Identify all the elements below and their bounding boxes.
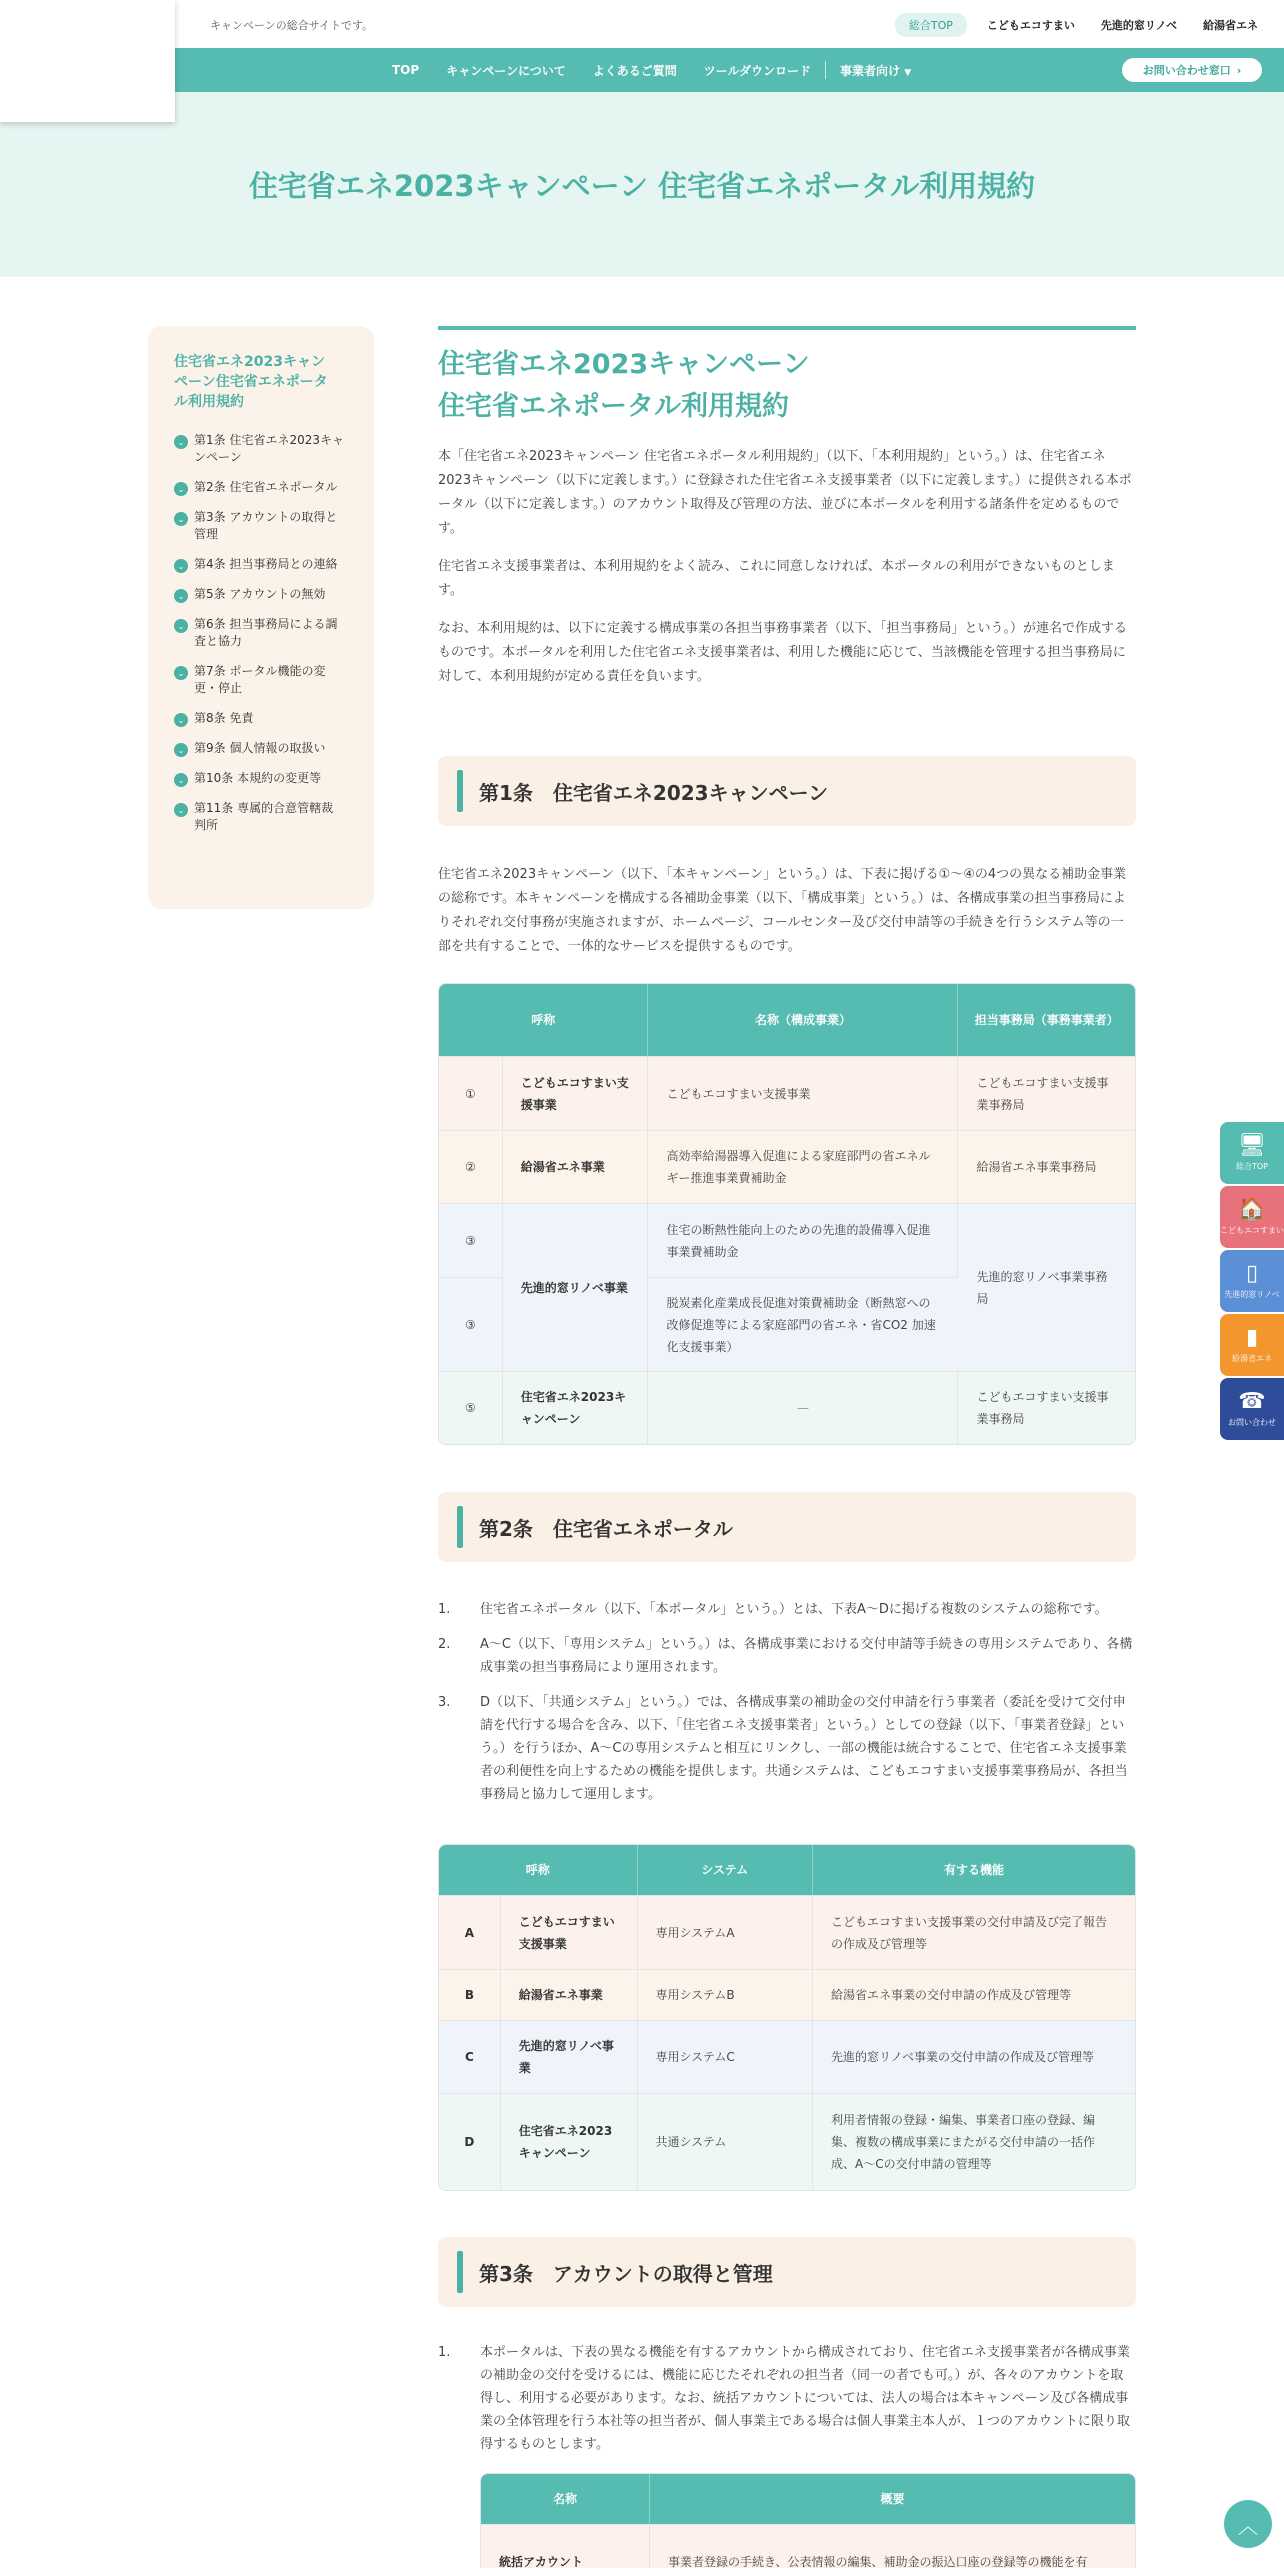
top-link-kodomo[interactable]: こどもエコすまい <box>986 19 1075 32</box>
table-header: システム <box>638 1845 813 1895</box>
sidebar-item-label: 第3条 アカウントの取得と管理 <box>194 510 338 541</box>
table-header: 名称 <box>481 2474 650 2524</box>
window-icon: ▯ <box>1245 1260 1259 1286</box>
row-description: 事業者登録の手続き、公表情報の編集、補助金の振込口座の登録等の機能を有 <box>650 2524 1135 2568</box>
title-rule <box>438 326 1136 330</box>
row-full-name: 脱炭素化産業成長促進対策費補助金（断熱窓への改修促進等による家庭部門の省エネ・省CO2 加速化支援事業） <box>648 1277 958 1371</box>
nav-campaign[interactable]: キャンペーンについて <box>446 63 566 78</box>
table-row <box>439 2020 1135 2093</box>
row-number: ③ <box>439 1203 503 1277</box>
row-function: 利用者情報の登録・編集、事業者口座の登録、編集、複数の構成事業にまたがる交付申請の一括作成、A〜Cの交付申請の管理等 <box>813 2093 1135 2190</box>
page-top-button[interactable] <box>1224 2500 1272 2548</box>
table-row <box>439 1056 1135 1130</box>
row-name: 住宅省エネ2023キャンペーン <box>503 1371 649 1444</box>
row-full-name: — <box>648 1371 958 1444</box>
float-kyuto-label: 給湯省エネ <box>1232 1353 1272 1363</box>
list-item-text: A〜C（以下、「専用システム」という。）は、各構成事業における交付申請等手続きの専用システムであり、各構成事業の担当事務局により運用されます。 <box>480 1637 1133 1675</box>
row-number: ② <box>439 1130 503 1203</box>
row-name: こどもエコすまい支援事業 <box>501 1895 638 1969</box>
section-3-title: 第3条 アカウントの取得と管理 <box>479 2261 773 2286</box>
heading-accent <box>457 770 463 812</box>
table-row <box>439 2093 1135 2190</box>
intro-paragraph: なお、本利用規約は、以下に定義する構成事業の各担当事務事業者（以下、「担当事務局」という。）が連名で作成するものです。本ポータルを利用した住宅省エネ支援事業者は、利用した機能に応じて、当該機能を管理する担当事務局に対して、本利用規約が定める責任を負います。 <box>438 621 1128 684</box>
row-function: 給湯省エネ事業の交付申請の作成及び管理等 <box>813 1969 1135 2020</box>
sidebar-item[interactable] <box>174 432 374 466</box>
contact-label: お問い合わせ窓口 <box>1142 64 1231 77</box>
system-table-wrap <box>438 1844 1136 2191</box>
sidebar-item-label: 第11条 専属的合意管轄裁判所 <box>194 801 334 832</box>
chevron-down-circle-icon: ⌄ <box>174 435 188 449</box>
row-system: 共通システム <box>638 2093 813 2190</box>
main-nav <box>0 48 1284 92</box>
row-name: 給湯省エネ事業 <box>503 1130 649 1203</box>
chevron-right-icon: › <box>1236 63 1242 77</box>
float-mado-label: 先進的窓リノベ <box>1224 1289 1280 1299</box>
row-id: D <box>439 2093 501 2190</box>
sidebar-item[interactable] <box>174 479 374 496</box>
table-header-text: 担当事務局（事務事業者） <box>974 1013 1119 1027</box>
table-row <box>439 1203 1135 1277</box>
list-item: 1. 本ポータルは、下表の異なる機能を有するアカウントから構成されており、住宅省エネ支援事業者が各構成事業の補助金の交付を受けるには、機能に応じたそれぞれの担当者（同一の者でも可。）が、各々のアカウントを取得し、利用する必要があります。なお、統括アカウントについては、法人の場合は本キャンペーン及び各構成事業の全体管理を行う本社等の担当者が、個人事業主である場合は個人事業主本人が、１つのアカウントに限り取得するものとします。 <box>438 2341 1136 2456</box>
section-3-heading <box>438 2237 1136 2307</box>
top-link-mado[interactable]: 先進的窓リノベ <box>1100 19 1177 32</box>
table-header: 名称（構成事業） <box>648 984 958 1056</box>
intro-paragraph: 住宅省エネ支援事業者は、本利用規約をよく読み、これに同意しなければ、本ポータルの利用ができないものとします。 <box>438 559 1115 598</box>
sidebar-item[interactable] <box>174 586 374 603</box>
row-id: B <box>439 1969 501 2020</box>
chevron-up-icon: ︿ <box>1238 2513 1258 2538</box>
campaign-table <box>438 983 1136 1445</box>
sidebar-item-label: 第10条 本規約の変更等 <box>194 771 322 785</box>
sidebar-item-label: 第1条 住宅省エネ2023キャンペーン <box>194 433 344 464</box>
main-content <box>438 326 1136 689</box>
section-2-title: 第2条 住宅省エネポータル <box>479 1516 733 1541</box>
section-3-list <box>438 2341 1136 2468</box>
section-2-list <box>438 1598 1136 1818</box>
sidebar-item-label: 第8条 免責 <box>194 711 254 725</box>
float-kyuto-button[interactable] <box>1220 1314 1284 1376</box>
float-mado-button[interactable] <box>1220 1250 1284 1312</box>
chevron-down-circle-icon: ⌄ <box>174 619 188 633</box>
table-row <box>439 1895 1135 1969</box>
water-heater-icon: ▮ <box>1245 1324 1259 1350</box>
section-1-title: 第1条 住宅省エネ2023キャンペーン <box>479 780 829 805</box>
chevron-down-circle-icon: ⌄ <box>174 773 188 787</box>
sidebar-item[interactable] <box>174 556 374 573</box>
heading-accent <box>457 1506 463 1548</box>
chevron-down-circle-icon: ⌄ <box>174 713 188 727</box>
row-name: 先進的窓リノベ事業 <box>501 2020 638 2093</box>
chevron-down-circle-icon: ⌄ <box>174 512 188 526</box>
system-table <box>438 1844 1136 2191</box>
table-row <box>481 2524 1135 2568</box>
chevron-down-circle-icon: ⌄ <box>174 743 188 757</box>
sidebar-item-label: 第4条 担当事務局との連絡 <box>194 557 338 571</box>
float-contact-label: お問い合わせ <box>1228 1417 1276 1427</box>
sidebar-item[interactable] <box>174 770 374 787</box>
row-name: 統括アカウント <box>481 2524 650 2568</box>
heading-accent <box>457 2251 463 2293</box>
sidebar-title: 住宅省エネ2023キャンペーン住宅省エネポータル利用規約 <box>174 354 328 410</box>
nav-divider <box>825 61 826 79</box>
row-function: 先進的窓リノベ事業の交付申請の作成及び管理等 <box>813 2020 1135 2093</box>
row-name: 住宅省エネ2023キャンペーン <box>501 2093 638 2190</box>
chevron-down-circle-icon: ⌄ <box>174 803 188 817</box>
row-full-name: 住宅の断熱性能向上のための先進的設備導入促進事業費補助金 <box>648 1203 958 1277</box>
row-system: 専用システムB <box>638 1969 813 2020</box>
row-name: 給湯省エネ事業 <box>501 1969 638 2020</box>
house-icon: 🏠 <box>1238 1196 1266 1222</box>
intro-paragraph: 本「住宅省エネ2023キャンペーン 住宅省エネポータル利用規約」（以下、「本利用規約」という。）は、住宅省エネ2023キャンペーン（以下に定義します。）に登録された住宅省エネ支援事業者（以下に定義します。）に提供される本ポータル（以下に定義します。）のアカウント取得及び管理の方法、並びに本ポータルを利用する諸条件を定めるものです。 <box>438 449 1132 536</box>
site-logo[interactable] <box>0 0 175 122</box>
nav-top[interactable]: TOP <box>392 63 420 77</box>
row-system: 専用システムA <box>638 1895 813 1969</box>
content-title-line2: 住宅省エネポータル利用規約 <box>438 391 789 422</box>
row-function: こどもエコすまい支援事業の交付申請及び完了報告の作成及び管理等 <box>813 1895 1135 1969</box>
sidebar-item[interactable] <box>174 509 374 543</box>
sidebar-item-label: 第7条 ポータル機能の変更・停止 <box>194 664 326 695</box>
row-system: 専用システムC <box>638 2020 813 2093</box>
campaign-table-wrap <box>438 983 1136 1445</box>
table-header: 概要 <box>650 2474 1135 2524</box>
list-item: 3. D（以下、「共通システム」という。）では、各構成事業の補助金の交付申請を行う事業者（委託を受けて交付申請を代行する場合を含み、以下、「住宅省エネ支援事業者」という。）としての登録（以下、「事業者登録」という。）を行うほか、A〜Cの専用システムと相互にリンクし、一部の機能は統合することで、住宅省エネ支援事業者の利便性を向上するための機能を提供します。共通システムは、こどもエコすまい支援事業事務局が、各担当事務局と協力して運用します。 <box>438 1691 1136 1806</box>
row-office: 先進的窓リノベ事業事務局 <box>958 1203 1135 1371</box>
monitor-icon: 🖥 <box>1238 1132 1266 1158</box>
table-header: 呼称 <box>439 1845 638 1895</box>
sidebar-item[interactable] <box>174 616 374 650</box>
sidebar-item[interactable] <box>174 800 374 834</box>
list-item-text: D（以下、「共通システム」という。）では、各構成事業の補助金の交付申請を行う事業者（委託を受けて交付申請を代行する場合を含み、以下、「住宅省エネ支援事業者」という。）としての登録（以下、「事業者登録」という。）を行うほか、A〜Cの専用システムと相互にリンクし、一部の機能は統合することで、住宅省エネ支援事業者の利便性を向上するための機能を提供します。共通システムは、こどもエコすまい支援事業事務局が、各担当事務局と協力して運用します。 <box>480 1695 1128 1802</box>
hero-banner <box>0 92 1284 277</box>
table-header: 呼称 <box>439 984 648 1056</box>
table-header: 有する機能 <box>813 1845 1135 1895</box>
chevron-down-circle-icon: ⌄ <box>174 589 188 603</box>
row-name: 先進的窓リノベ事業 <box>503 1203 649 1371</box>
row-name: こどもエコすまい支援事業 <box>503 1056 649 1130</box>
float-contact-button[interactable] <box>1220 1378 1284 1440</box>
row-number: ③ <box>439 1277 503 1371</box>
row-id: C <box>439 2020 501 2093</box>
content-title <box>438 344 1136 428</box>
row-office: 給湯省エネ事業事務局 <box>958 1130 1135 1203</box>
row-id: A <box>439 1895 501 1969</box>
nav-business-dropdown[interactable] <box>840 62 911 79</box>
chevron-down-circle-icon: ⌄ <box>174 666 188 680</box>
nav-tools[interactable]: ツールダウンロード <box>703 63 812 78</box>
table-row <box>439 1130 1135 1203</box>
list-item-text: 住宅省エネポータル（以下、「本ポータル」という。）とは、下表A〜Dに掲げる複数のシステムの総称です。 <box>480 1602 1108 1617</box>
table-row <box>439 1371 1135 1444</box>
site-tagline: キャンペーンの総合サイトです。 <box>210 19 374 32</box>
phone-icon: ☎ <box>1238 1388 1266 1414</box>
sidebar-item-label: 第9条 個人情報の取扱い <box>194 741 326 755</box>
nav-business-label: 事業者向け <box>840 63 901 78</box>
row-number: ① <box>439 1056 503 1130</box>
row-office: こどもエコすまい支援事業事務局 <box>958 1056 1135 1130</box>
nav-faq[interactable]: よくあるご質問 <box>592 63 677 78</box>
row-number: ⑤ <box>439 1371 503 1444</box>
chevron-down-circle-icon: ⌄ <box>174 559 188 573</box>
chevron-down-circle-icon: ⌄ <box>174 482 188 496</box>
list-item-text: 本ポータルは、下表の異なる機能を有するアカウントから構成されており、住宅省エネ支援事業者が各構成事業の補助金の交付を受けるには、機能に応じたそれぞれの担当者（同一の者でも可。）が、各々のアカウントを取得し、利用する必要があります。なお、統括アカウントについては、法人の場合は本キャンペーン及び各構成事業の全体管理を行う本社等の担当者が、個人事業主である場合は個人事業主本人が、１つのアカウントに限り取得するものとします。 <box>480 2345 1130 2452</box>
section-1-heading <box>438 756 1136 826</box>
table-row <box>439 1969 1135 2020</box>
sidebar-item[interactable] <box>174 710 374 727</box>
section-2-heading <box>438 1492 1136 1562</box>
sidebar-item[interactable] <box>174 663 374 697</box>
top-link-kyuto[interactable]: 給湯省エネ <box>1203 19 1258 32</box>
list-item: 2. A〜C（以下、「専用システム」という。）は、各構成事業における交付申請等手続きの専用システムであり、各構成事業の担当事務局により運用されます。 <box>438 1633 1136 1679</box>
sidebar-toc <box>148 326 374 909</box>
float-kodomo-button[interactable] <box>1220 1186 1284 1248</box>
section-1-body: 住宅省エネ2023キャンペーン（以下、「本キャンペーン」という。）は、下表に掲げる①〜④の4つの異なる補助金事業の総称です。本キャンペーンを構成する各補助金事業（以下、「構成事業」という。）は、各構成事業の担当事務局によりそれぞれ交付事務が実施されますが、ホームページ、コールセンター及び交付申請等の手続きを行うシステム等の一部を共有することで、一体的なサービスを提供するものです。 <box>438 867 1127 954</box>
sidebar-item-label: 第6条 担当事務局による調査と協力 <box>194 617 338 648</box>
sidebar-item[interactable] <box>174 740 374 757</box>
account-table-wrap <box>480 2473 1136 2568</box>
page-title: 住宅省エネ2023キャンペーン 住宅省エネポータル利用規約 <box>248 169 1036 203</box>
list-item: 1. 住宅省エネポータル（以下、「本ポータル」という。）とは、下表A〜Dに掲げる複数のシステムの総称です。 <box>438 1598 1136 1621</box>
content-title-line1: 住宅省エネ2023キャンペーン <box>438 349 810 380</box>
top-bar <box>0 0 1284 48</box>
float-kodomo-label: こどもエコすまい <box>1220 1225 1284 1235</box>
top-link-home[interactable]: 総合TOP <box>895 13 967 37</box>
float-home-label: 総合TOP <box>1235 1161 1268 1171</box>
chevron-down-icon: ▼ <box>904 67 912 78</box>
float-home-button[interactable] <box>1220 1122 1284 1184</box>
row-full-name: こどもエコすまい支援事業 <box>648 1056 958 1130</box>
contact-button[interactable] <box>1122 58 1262 82</box>
row-full-name: 高効率給湯器導入促進による家庭部門の省エネルギー推進事業費補助金 <box>648 1130 958 1203</box>
top-links <box>895 13 1264 37</box>
account-table <box>480 2473 1136 2568</box>
sidebar-list <box>174 432 374 834</box>
table-header <box>958 984 1135 1056</box>
sidebar-item-label: 第2条 住宅省エネポータル <box>194 480 338 494</box>
sidebar-item-label: 第5条 アカウントの無効 <box>194 587 326 601</box>
row-office: こどもエコすまい支援事業事務局 <box>958 1371 1135 1444</box>
